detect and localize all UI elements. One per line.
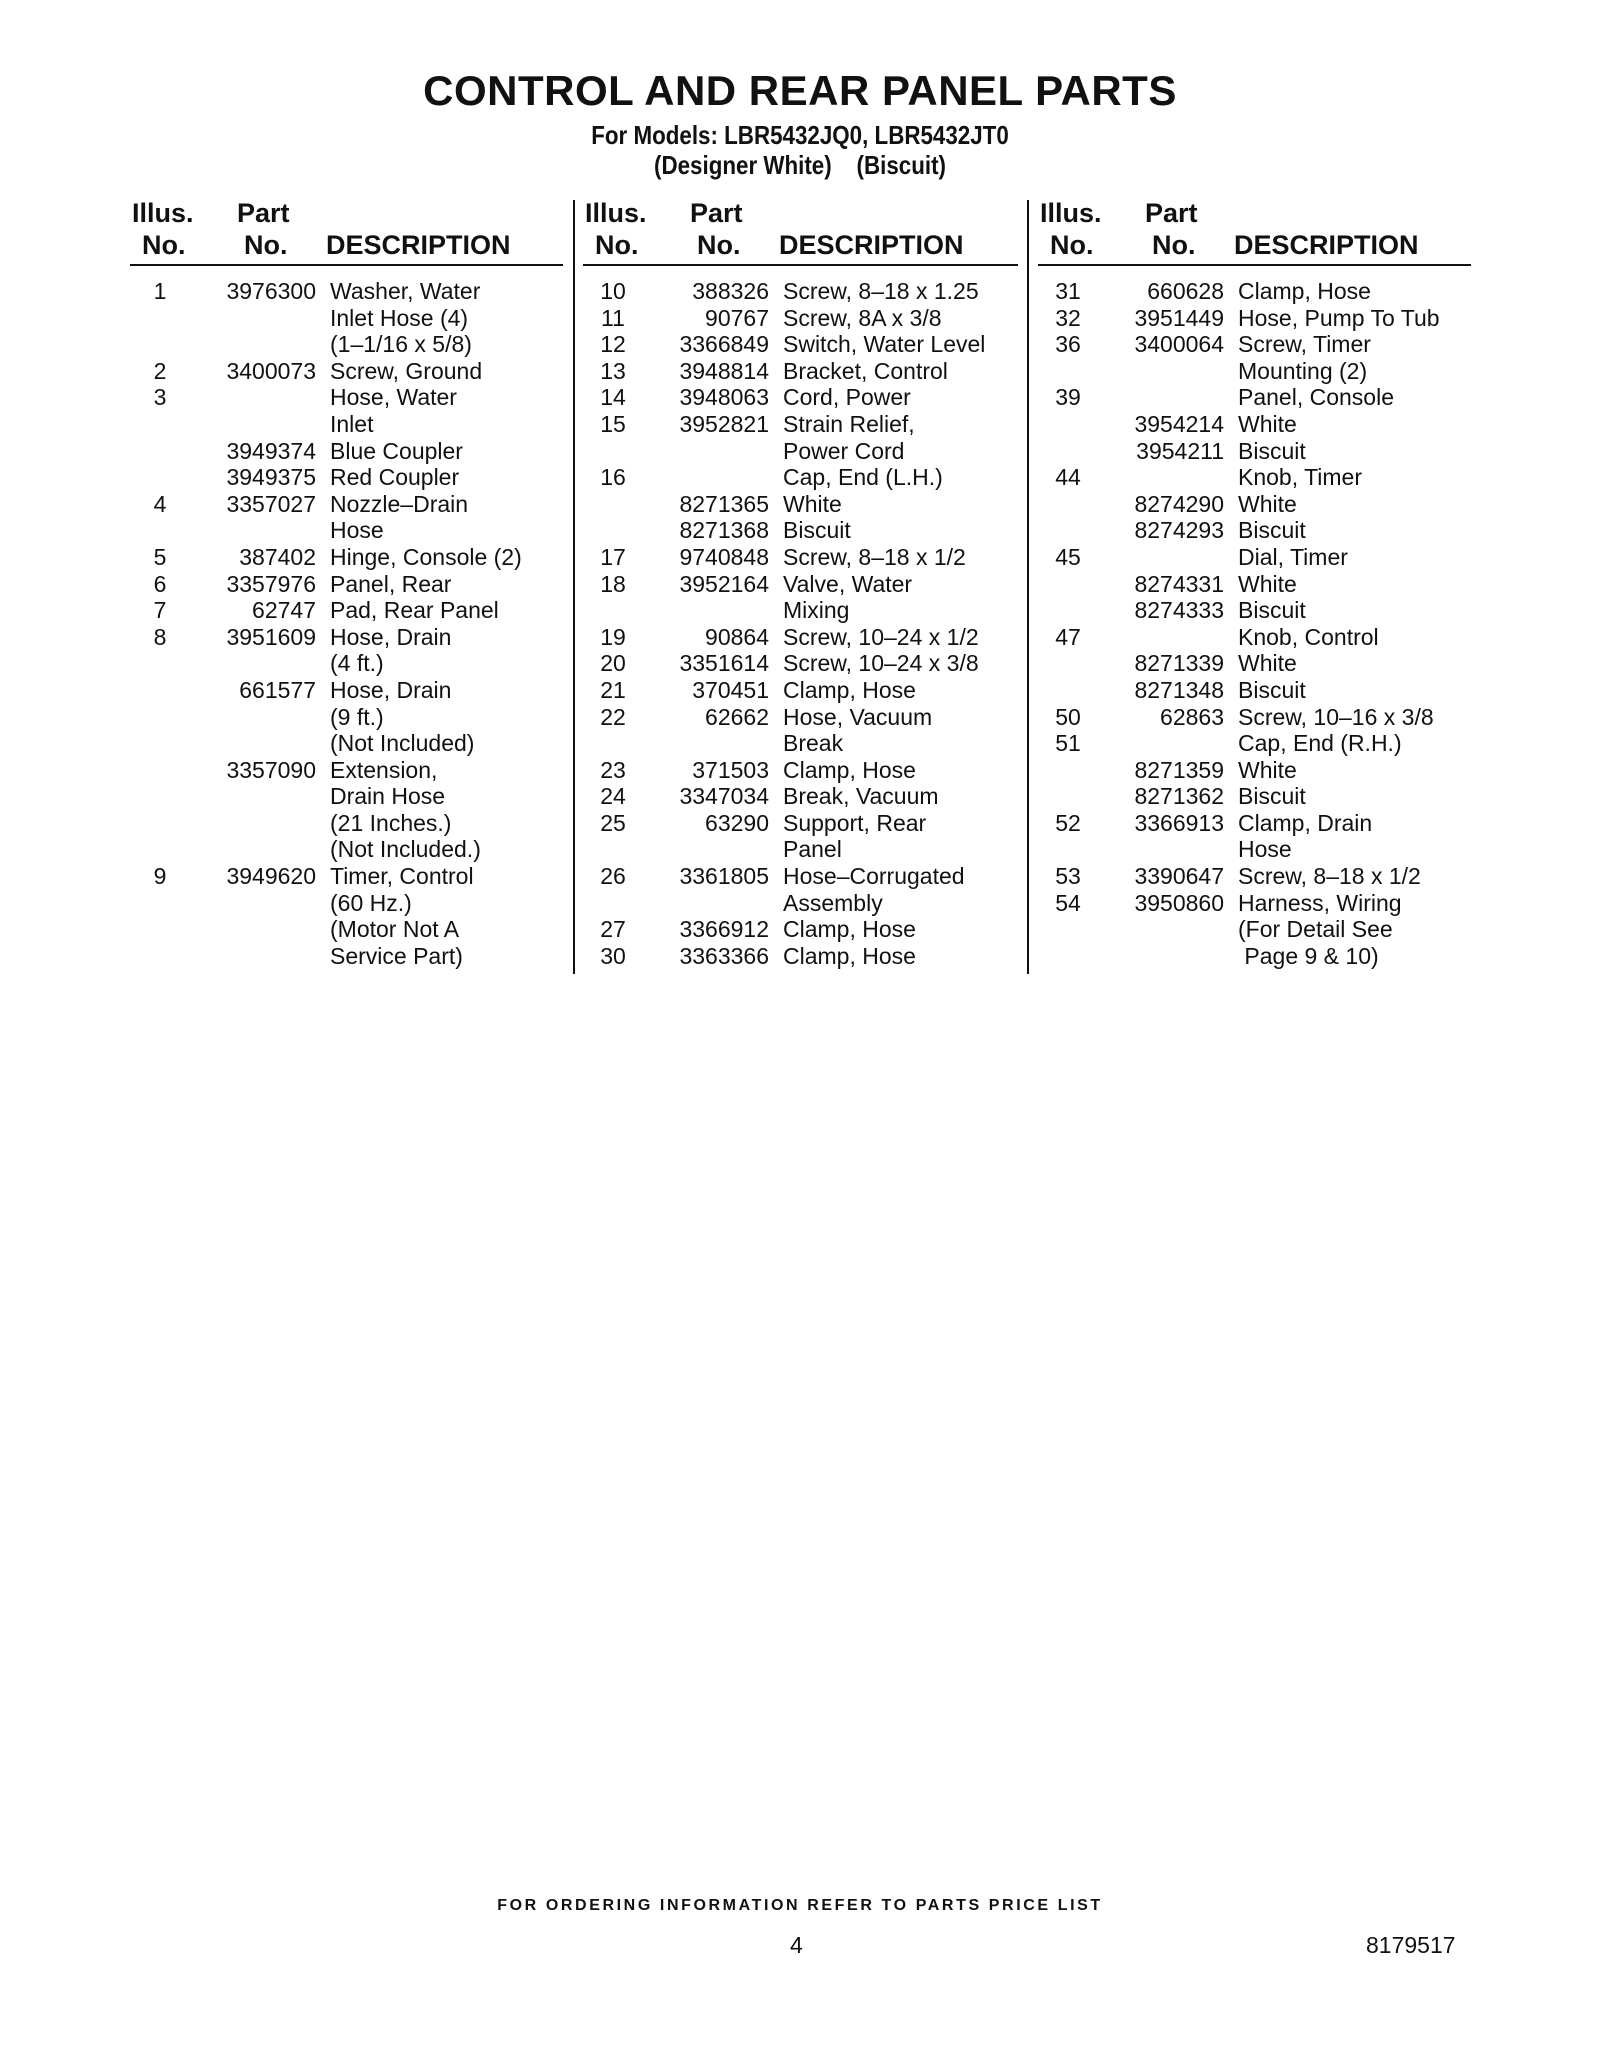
column-header [1038,196,1471,266]
table-row [130,677,563,704]
part-description: Knob, Control [1238,623,1379,650]
part-description: White [783,490,842,517]
table-row [1038,491,1471,518]
illus-number: 17 [600,543,626,570]
part-description: (1–1/16 x 5/8) [330,331,472,358]
table-row [583,783,1018,810]
table-row [583,411,1018,438]
part-description: Page 9 & 10) [1238,942,1379,969]
table-row [1038,438,1471,465]
table-row [1038,331,1471,358]
illus-number: 53 [1055,863,1081,890]
part-description: Cord, Power [783,384,911,411]
part-description: (4 ft.) [330,650,384,677]
illus-number: 21 [600,676,626,703]
part-description: Mounting (2) [1238,357,1368,384]
part-description: Hose, Pump To Tub [1238,304,1440,331]
part-number: 8274290 [1134,490,1224,517]
table-row [130,438,563,465]
part-description: Valve, Water [783,570,913,597]
part-description: Clamp, Hose [783,676,916,703]
illus-number: 6 [153,570,167,597]
part-description: Screw, 8–18 x 1/2 [1238,863,1421,890]
table-row [583,384,1018,411]
illus-number: 14 [600,384,626,411]
part-description: Break, Vacuum [783,783,939,810]
illus-number: 23 [600,756,626,783]
table-row [1038,384,1471,411]
illus-number: 9 [153,863,167,890]
table-row [130,491,563,518]
part-number: 3366849 [679,331,769,358]
table-row [583,863,1018,890]
table-row [1038,916,1471,943]
table-row [1038,411,1471,438]
illus-number: 20 [600,650,626,677]
part-number: 660628 [1147,278,1224,304]
part-number: 3948063 [679,384,769,411]
part-number: 3400064 [1134,331,1224,358]
part-number: 90767 [705,304,769,331]
table-row [583,358,1018,385]
header-part-line2: No. [244,230,288,260]
part-description: Hose, Drain [330,623,452,650]
table-row [130,783,563,810]
part-description: Cap, End (L.H.) [783,464,943,491]
part-description: Service Part) [330,942,463,969]
illus-number: 47 [1055,623,1081,650]
part-number: 3357976 [226,570,316,597]
part-description: Clamp, Hose [783,942,916,969]
part-number: 388326 [692,278,769,304]
part-description: Switch, Water Level [783,331,986,358]
part-number: 661577 [239,676,316,703]
part-description: Washer, Water [330,278,481,304]
part-description: Inlet [330,410,374,437]
header-part-line1: Part [237,198,290,228]
table-row [130,597,563,624]
part-description: Blue Coupler [330,437,463,464]
table-row [130,305,563,332]
part-description: Clamp, Hose [783,916,916,943]
header-illus-line2: No. [1050,230,1094,260]
table-row [583,438,1018,465]
header-illus-line2: No. [595,230,639,260]
part-description: Biscuit [1238,437,1306,464]
part-number: 90864 [705,623,769,650]
table-row [583,730,1018,757]
illus-number: 50 [1055,703,1081,730]
illus-number: 25 [600,809,626,836]
table-row [583,836,1018,863]
part-number: 8274331 [1134,570,1224,597]
illus-number: 10 [600,278,626,304]
part-description: Screw, Ground [330,357,483,384]
table-row [1038,836,1471,863]
part-description: Knob, Timer [1238,464,1362,491]
parts-list [1038,278,1471,969]
table-row [583,916,1018,943]
part-description: Panel, Rear [330,570,452,597]
part-description: Break [783,730,844,757]
table-row [1038,305,1471,332]
part-description: Screw, 10–24 x 1/2 [783,623,979,650]
part-description: Strain Relief, [783,410,915,437]
illus-number: 13 [600,357,626,384]
part-description: (21 Inches.) [330,809,452,836]
illus-number: 11 [601,304,625,331]
illus-number: 22 [600,703,626,730]
header-illus-line1: Illus. [585,198,647,228]
table-row [583,810,1018,837]
table-row [1038,943,1471,970]
illus-number: 3 [153,384,167,411]
part-number: 9740848 [679,543,769,570]
table-row [130,863,563,890]
part-number: 3976300 [226,278,316,304]
column-header [583,196,1018,266]
table-row [130,810,563,837]
table-row [1038,278,1471,305]
part-description: Power Cord [783,437,905,464]
table-row [130,730,563,757]
part-description: Support, Rear [783,809,927,836]
table-row [583,305,1018,332]
table-row [1038,650,1471,677]
table-row [583,331,1018,358]
illus-number: 2 [153,357,167,384]
table-row [1038,863,1471,890]
part-description: Extension, [330,756,438,783]
table-row [583,704,1018,731]
part-description: White [1238,410,1297,437]
table-row [130,624,563,651]
part-number: 8274293 [1134,517,1224,544]
table-row [130,331,563,358]
illus-number: 31 [1055,278,1081,304]
part-number: 3949374 [226,437,316,464]
header-description: DESCRIPTION [779,230,964,260]
part-description: Hose, Drain [330,676,452,703]
part-description: Screw, 8A x 3/8 [783,304,942,331]
part-description: (Not Included.) [330,836,481,863]
header-part-line2: No. [697,230,741,260]
document-number: 8179517 [1366,1932,1456,1958]
part-description: Panel, Console [1238,384,1394,411]
part-number: 3351614 [679,650,769,677]
part-description: Mixing [783,597,850,624]
part-description: Bracket, Control [783,357,948,384]
illus-number: 26 [600,863,626,890]
part-number: 63290 [705,809,769,836]
illus-number: 8 [153,623,167,650]
table-row [130,704,563,731]
part-number: 8271339 [1134,650,1224,677]
table-row [130,571,563,598]
part-number: 8274333 [1134,597,1224,624]
part-number: 3363366 [679,942,769,969]
header-description: DESCRIPTION [1234,230,1419,260]
table-row [583,278,1018,305]
part-description: (For Detail See [1238,916,1393,943]
illus-number: 27 [600,916,626,943]
part-description: Screw, Timer [1238,331,1371,358]
table-row [583,544,1018,571]
page-number: 4 [790,1932,803,1958]
part-description: Nozzle–Drain [330,490,469,517]
parts-column-3 [1038,196,1471,969]
part-description: Biscuit [1238,676,1306,703]
part-number: 3950860 [1134,889,1224,916]
header-part-line1: Part [1145,198,1198,228]
part-description: Biscuit [1238,597,1306,624]
part-number: 3951609 [226,623,316,650]
part-description: Hinge, Console (2) [330,543,522,570]
illus-number: 32 [1055,304,1081,331]
part-number: 62747 [252,597,316,624]
header-illus-line1: Illus. [132,198,194,228]
part-description: Drain Hose [330,783,446,810]
table-row [130,358,563,385]
table-row [1038,358,1471,385]
illus-number: 16 [600,464,626,491]
part-number: 3948814 [679,357,769,384]
table-row [1038,677,1471,704]
illus-number: 51 [1055,730,1081,757]
ordering-info-note: FOR ORDERING INFORMATION REFER TO PARTS PRICE LIST [497,1897,1103,1914]
table-row [583,650,1018,677]
illus-number: 5 [153,543,167,570]
parts-list [130,278,563,969]
table-row [1038,730,1471,757]
part-number: 8271362 [1134,783,1224,810]
part-number: 3366913 [1134,809,1224,836]
part-number: 3952164 [679,570,769,597]
table-row [130,916,563,943]
part-description: Red Coupler [330,464,460,491]
part-description: White [1238,756,1297,783]
table-row [1038,757,1471,784]
table-row [130,411,563,438]
part-description: Assembly [783,889,883,916]
color-variants-subtitle: (Designer White) (Biscuit) [654,150,946,180]
illus-number: 4 [153,490,167,517]
part-number: 8271365 [679,490,769,517]
table-row [130,890,563,917]
table-row [130,757,563,784]
illus-number: 52 [1055,809,1081,836]
illus-number: 24 [600,783,626,810]
illus-number: 1 [153,278,167,304]
part-description: Hose, Vacuum [783,703,933,730]
table-row [583,757,1018,784]
table-row [130,544,563,571]
table-row [130,943,563,970]
table-row [1038,571,1471,598]
table-row [1038,517,1471,544]
part-description: Screw, 10–24 x 3/8 [783,650,979,677]
part-description: Hose [330,517,384,544]
illus-number: 7 [153,597,167,624]
part-description: Timer, Control [330,863,474,890]
part-description: Hose–Corrugated [783,863,965,890]
part-description: Hose [1238,836,1292,863]
table-row [1038,624,1471,651]
part-description: White [1238,490,1297,517]
part-number: 3357090 [226,756,316,783]
part-description: Harness, Wiring [1238,889,1402,916]
illus-number: 44 [1055,464,1081,491]
part-number: 3366912 [679,916,769,943]
parts-column-1 [130,196,563,969]
table-row [583,597,1018,624]
table-row [1038,783,1471,810]
table-row [130,384,563,411]
table-row [583,491,1018,518]
illus-number: 36 [1055,331,1081,358]
table-row [1038,544,1471,571]
header-part-line2: No. [1152,230,1196,260]
part-description: (60 Hz.) [330,889,412,916]
table-row [130,464,563,491]
part-description: Biscuit [1238,783,1306,810]
column-divider [1027,200,1029,974]
part-number: 3390647 [1134,863,1224,890]
part-description: Cap, End (R.H.) [1238,730,1402,757]
illus-number: 54 [1055,889,1081,916]
part-number: 62662 [705,703,769,730]
table-row [1038,464,1471,491]
illus-number: 18 [600,570,626,597]
part-description: Panel [783,836,842,863]
part-description: Screw, 8–18 x 1.25 [783,278,979,304]
part-number: 387402 [239,543,316,570]
table-row [130,650,563,677]
part-description: White [1238,650,1297,677]
header-part-line1: Part [690,198,743,228]
header-description: DESCRIPTION [326,230,511,260]
part-description: Clamp, Hose [1238,278,1371,304]
part-number: 3949375 [226,464,316,491]
part-number: 8271359 [1134,756,1224,783]
part-number: 3400073 [226,357,316,384]
page-title: CONTROL AND REAR PANEL PARTS [423,67,1177,114]
part-description: (Not Included) [330,730,475,757]
illus-number: 30 [600,942,626,969]
table-row [583,943,1018,970]
table-row [583,677,1018,704]
illus-number: 15 [600,410,626,437]
parts-list [583,278,1018,969]
table-row [130,836,563,863]
part-number: 371503 [692,756,769,783]
part-number: 8271368 [679,517,769,544]
header-illus-line1: Illus. [1040,198,1102,228]
part-description: Biscuit [1238,517,1306,544]
table-row [1038,597,1471,624]
part-number: 3954214 [1134,410,1224,437]
part-description: Pad, Rear Panel [330,597,499,624]
illus-number: 39 [1055,384,1081,411]
table-row [1038,704,1471,731]
table-row [1038,890,1471,917]
part-number: 3954211 [1136,437,1224,464]
header-illus-line2: No. [142,230,186,260]
illus-number: 19 [600,623,626,650]
part-number: 3347034 [679,783,769,810]
table-row [583,890,1018,917]
part-description: Clamp, Hose [783,756,916,783]
part-number: 62863 [1160,703,1224,730]
table-row [130,517,563,544]
part-description: Screw, 8–18 x 1/2 [783,543,966,570]
part-number: 8271348 [1134,676,1224,703]
table-row [583,517,1018,544]
table-row [583,571,1018,598]
part-description: Hose, Water [330,384,457,411]
column-header [130,196,563,266]
part-number: 3952821 [679,410,769,437]
part-number: 3951449 [1134,304,1224,331]
table-row [1038,810,1471,837]
table-row [583,464,1018,491]
part-description: Clamp, Drain [1238,809,1373,836]
table-row [583,624,1018,651]
part-number: 3361805 [679,863,769,890]
parts-column-2 [583,196,1018,969]
table-row [130,278,563,305]
part-description: White [1238,570,1297,597]
part-description: (9 ft.) [330,703,384,730]
part-number: 370451 [692,676,769,703]
illus-number: 12 [600,331,626,358]
part-description: Biscuit [783,517,851,544]
illus-number: 45 [1055,543,1081,570]
part-number: 3949620 [226,863,316,890]
part-number: 3357027 [226,490,316,517]
models-subtitle: For Models: LBR5432JQ0, LBR5432JT0 [591,120,1009,150]
part-description: (Motor Not A [330,916,460,943]
part-description: Dial, Timer [1238,543,1348,570]
part-description: Screw, 10–16 x 3/8 [1238,703,1434,730]
part-description: Inlet Hose (4) [330,304,469,331]
column-divider [573,200,575,974]
